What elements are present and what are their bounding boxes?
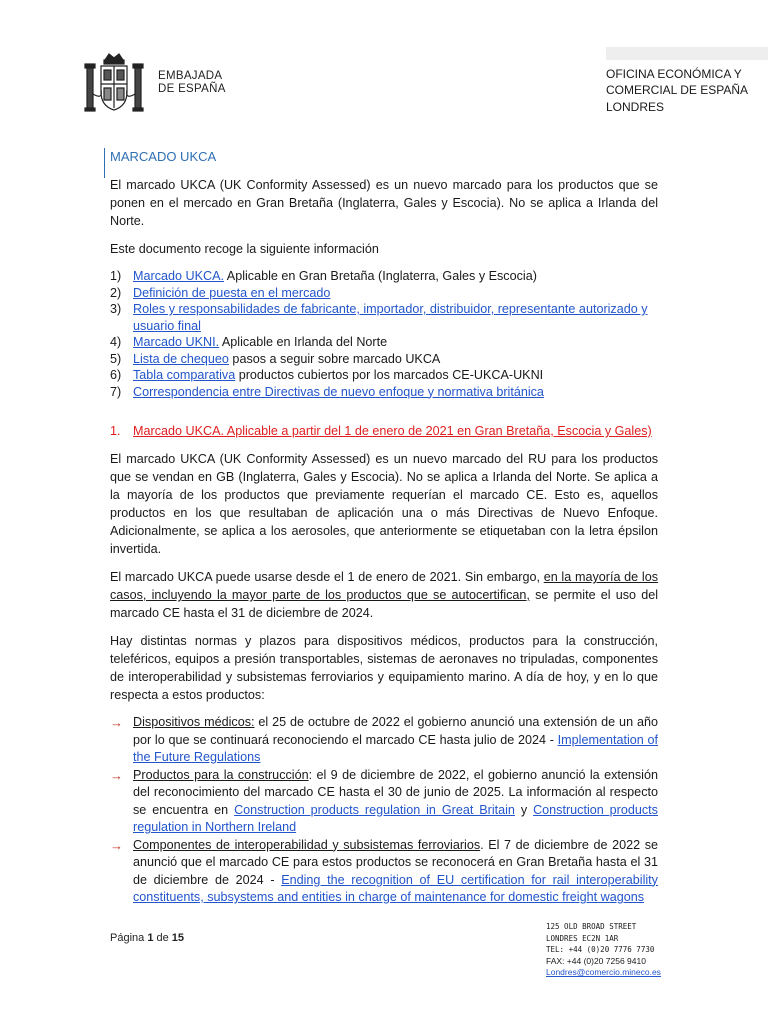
section-number: 1. [110,424,121,438]
toc-link-puesta-mercado[interactable]: Definición de puesta en el mercado [133,285,331,300]
list-item [110,837,658,907]
address-fax: FAX: +44 (0)20 7256 9410 [546,955,646,966]
list-item-text: el 25 de octubre de 2022 el gobierno anunció una extensión de un año por lo que se continuará reconociendo el marcado CE hasta julio de 2024 - [133,715,658,747]
list-item [110,714,658,767]
paragraph-2 [110,568,658,622]
list-item-text: y [514,802,534,817]
document-body [110,148,658,907]
product-list [110,714,658,907]
toc-text: productos cubiertos por los marcados CE-UKCA-UKNI [235,368,544,382]
page-total: 15 [171,932,185,944]
office-name [606,66,748,115]
toc-number: 5) [110,351,122,366]
page-prefix: Página [110,932,148,944]
embassy-line-2: DE ESPAÑA [158,83,226,95]
toc-intro: Este documento recoge la siguiente información [110,242,379,256]
toc-item [110,351,658,368]
arrow-right-icon: → [110,837,123,853]
toc-number: 7) [110,384,122,399]
page-number [110,932,184,944]
toc-text: Aplicable en Irlanda del Norte [219,335,388,349]
address-street: 125 OLD BROAD STREET [546,922,637,931]
header-bar [606,47,768,60]
paragraph-1: El marcado UKCA (UK Conformity Assessed) es un nuevo marcado del RU para los productos que se vendan en GB (Inglaterra, Gales y Escocia). No se aplica a Irlanda del Norte. Se aplica a la mayoría de los productos que previamente requerían el marcado CE. Esto es, aquellos productos en los que resultaban de aplicación una o más Directivas de Nuevo Enfoque. Adicionalmente, se aplica a los aerosoles, que anteriormente se etiquetaban con la letra épsilon invertida. [110,452,658,556]
toc-number: 1) [110,269,122,283]
office-line-3: LONDRES [606,100,665,114]
page-mid: de [153,932,172,944]
embassy-name [158,70,226,96]
email-link[interactable]: Londres@comercio.mineco.es [546,967,661,977]
toc-text: Aplicable en Gran Bretaña (Inglaterra, Gales y Escocia) [224,269,537,283]
office-line-2: COMERCIAL DE ESPAÑA [606,83,749,97]
address-city: LONDRES EC2N 1AR [546,933,619,943]
coat-of-arms-icon [79,50,149,120]
link-future-regulations[interactable]: Implementation of the Future Regulations [133,732,658,764]
table-of-contents [110,268,658,400]
paragraph-2-text: El marcado UKCA puede usarse desde el 1 de enero de 2021. Sin embargo, [110,570,544,584]
page-current: 1 [147,932,154,944]
link-rail-interoperability[interactable]: Ending the recognition of EU certification for rail interoperability constituents, subsystems and entities in charge of maintenance for domestic freight wagons [133,872,658,904]
section-heading[interactable] [110,422,658,440]
toc-link-tabla-comparativa[interactable]: Tabla comparativa [133,368,236,382]
paragraph-2-underlined: en la mayoría de los casos, incluyendo la mayor parte de los productos que se autocertifican, [110,570,659,602]
arrow-right-icon: → [110,767,123,783]
list-item-text: : el 9 de diciembre de 2022, el gobierno anunció la extensión del reconocimiento del marcado CE hasta el 30 de junio de 2025. La información al respecto se encuentra en [133,767,658,817]
toc-item [110,268,658,285]
office-line-1: OFICINA ECONÓMICA Y [606,67,742,81]
page-title: MARCADO UKCA [110,148,658,166]
list-item-heading: Productos para la construcción [133,767,309,782]
footer-address [546,921,661,979]
list-item [110,767,658,837]
list-item-heading: Componentes de interoperabilidad y subsistemas ferroviarios [133,837,481,852]
toc-number: 4) [110,335,122,349]
intro-paragraph: El marcado UKCA (UK Conformity Assessed) es un nuevo marcado para los productos que se ponen en el mercado en Gran Bretaña (Inglaterra, Gales y Escocia). No se aplica a Irlanda del Norte. [110,178,658,228]
toc-item [110,334,658,351]
list-item-text: . El 7 de diciembre de 2022 se anunció que el marcado CE para estos productos se reconocerá en Gran Bretaña hasta el 31 de diciembre de 2024 - [133,837,658,887]
toc-link-roles[interactable]: Roles y responsabilidades de fabricante, importador, distribuidor, representante autorizado y usuario final [133,302,648,333]
embassy-line-1: EMBAJADA [158,70,223,82]
address-tel: TEL: +44 (0)20 7776 7730 [546,945,655,954]
toc-number: 3) [110,302,122,316]
toc-number: 6) [110,368,122,382]
toc-item [110,367,658,384]
toc-item [110,285,658,302]
toc-item [110,301,658,334]
section-title: Marcado UKCA. Aplicable a partir del 1 de enero de 2021 en Gran Bretaña, Escocia y Gales) [133,424,652,438]
list-item-heading: Dispositivos médicos: [133,715,255,729]
link-cpr-northern-ireland[interactable]: Construction products regulation in Northern Ireland [133,802,658,834]
toc-item [110,384,658,401]
toc-number: 2) [110,285,122,300]
toc-text: pasos a seguir sobre marcado UKCA [228,351,441,366]
link-cpr-great-britain[interactable]: Construction products regulation in Great Britain [234,802,515,817]
paragraph-3: Hay distintas normas y plazos para dispositivos médicos, productos para la construcción, teleféricos, equipos a presión transportables, sistemas de aeronaves no tripuladas, componentes de interoperabilidad y subsistemas ferroviarios y equipamiento marino. A día de hoy, y en lo que respecta a estos productos: [110,634,658,702]
toc-link-marcado-ukca[interactable]: Marcado UKCA. [133,269,224,283]
toc-link-correspondencia[interactable]: Correspondencia entre Directivas de nuevo enfoque y normativa británica [133,384,544,399]
paragraph-2-text: se permite el uso del marcado CE hasta el 31 de diciembre de 2024. [110,588,658,620]
arrow-right-icon: → [110,715,123,730]
toc-link-lista-chequeo[interactable]: Lista de chequeo [133,351,229,366]
toc-link-marcado-ukni[interactable]: Marcado UKNI. [133,335,220,349]
